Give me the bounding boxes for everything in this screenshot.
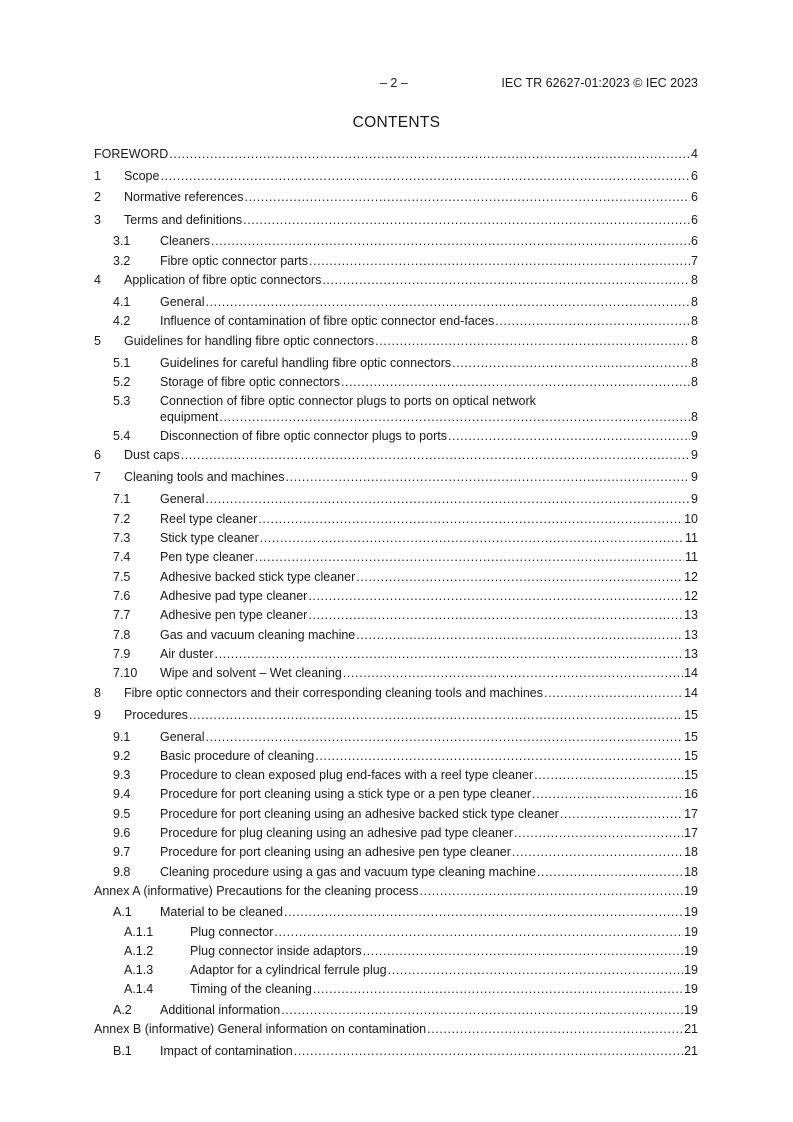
toc-number: 9.7 <box>113 845 131 859</box>
toc-page: 8 <box>691 356 698 370</box>
toc-entry-7-10[interactable] <box>94 665 698 681</box>
toc-entry-9-5[interactable] <box>94 806 698 822</box>
toc-number: 4.2 <box>113 314 131 328</box>
toc-title: Air duster <box>160 647 214 661</box>
toc-entry-7-5[interactable] <box>94 569 698 585</box>
toc-page: 9 <box>691 429 698 443</box>
page-title: CONTENTS <box>352 114 441 131</box>
toc-number: 5.3 <box>113 394 131 408</box>
toc-title: Reel type cleaner <box>160 512 258 526</box>
toc-page: 11 <box>685 531 698 545</box>
toc-page: 19 <box>684 884 698 898</box>
dot-leader <box>308 607 683 623</box>
toc-title: Impact of contamination <box>160 1044 293 1058</box>
toc-number: 9.3 <box>113 768 131 782</box>
toc-number: 7.6 <box>113 589 131 603</box>
toc-title: Fibre optic connectors and their corresponding cleaning tools and machines <box>124 686 543 700</box>
dot-leader <box>534 767 683 783</box>
toc-number: 9.2 <box>113 749 131 763</box>
toc-page: 6 <box>691 234 698 248</box>
toc-page: 21 <box>684 1022 698 1036</box>
dot-leader <box>308 588 683 604</box>
toc-entry-7-4[interactable] <box>94 549 698 565</box>
dot-leader <box>313 981 683 997</box>
toc-page: 13 <box>684 608 698 622</box>
toc-title: General <box>160 295 205 309</box>
toc-entry-7-9[interactable] <box>94 646 698 662</box>
toc-title: General <box>160 730 205 744</box>
dot-leader <box>375 333 690 349</box>
toc-number: 9.6 <box>113 826 131 840</box>
toc-title: Storage of fibre optic connectors <box>160 375 340 389</box>
toc-number: A.1.2 <box>124 944 154 958</box>
toc-title: Guidelines for careful handling fibre optic connectors <box>160 356 452 370</box>
dot-leader <box>544 685 683 701</box>
toc-title: Procedure to clean exposed plug end-faces with a reel type cleaner <box>160 768 534 782</box>
dot-leader <box>211 233 690 249</box>
toc-title: Plug connector inside adaptors <box>190 944 362 958</box>
toc-number: 5 <box>94 334 101 348</box>
toc-title: Procedures <box>124 708 188 722</box>
toc-page: 14 <box>684 666 698 680</box>
dot-leader <box>514 825 683 841</box>
dot-leader <box>160 168 690 184</box>
toc-entry-7-6[interactable] <box>94 588 698 604</box>
toc-number: 7.3 <box>113 531 131 545</box>
dot-leader <box>205 491 690 507</box>
dot-leader <box>560 806 683 822</box>
toc-entry-foreword[interactable] <box>94 146 698 162</box>
toc-title: Gas and vacuum cleaning machine <box>160 628 356 642</box>
dot-leader <box>315 748 683 764</box>
toc-entry-9-8[interactable] <box>94 864 698 880</box>
dot-leader <box>341 374 690 390</box>
toc-entry-9-7[interactable] <box>94 844 698 860</box>
dot-leader <box>219 409 690 425</box>
toc-page: 6 <box>691 190 698 204</box>
toc-entry-5[interactable] <box>94 333 698 349</box>
toc-page: 15 <box>684 749 698 763</box>
toc-number: A.1.1 <box>124 925 154 939</box>
toc-page: 18 <box>684 865 698 879</box>
toc-entry-5-2[interactable] <box>94 374 698 390</box>
toc-number: 1 <box>94 169 101 183</box>
toc-title: Normative references <box>124 190 244 204</box>
dot-leader <box>169 146 690 162</box>
dot-leader <box>452 355 690 371</box>
toc-page: 17 <box>684 807 698 821</box>
dot-leader <box>294 1043 683 1059</box>
toc-page: 21 <box>684 1044 698 1058</box>
toc-entry-a-1-3[interactable] <box>94 962 698 978</box>
toc-number: 7 <box>94 470 101 484</box>
toc-title: Annex A (informative) Precautions for the cleaning process <box>94 884 419 898</box>
toc-entry-4-1[interactable] <box>94 294 698 310</box>
toc-number: A.1.4 <box>124 982 154 996</box>
toc-entry-a-1[interactable] <box>94 904 698 920</box>
dot-leader <box>215 646 684 662</box>
toc-page: 9 <box>691 470 698 484</box>
toc-number: 9.4 <box>113 787 131 801</box>
toc-title: Adhesive pad type cleaner <box>160 589 308 603</box>
toc-number: 8 <box>94 686 101 700</box>
toc-number: B.1 <box>113 1044 132 1058</box>
page-number: – 2 – <box>380 76 408 90</box>
toc-title: Terms and definitions <box>124 213 243 227</box>
toc-number: 7.5 <box>113 570 131 584</box>
toc-title: Procedure for port cleaning using an adhesive pen type cleaner <box>160 845 511 859</box>
toc-page: 8 <box>691 273 698 287</box>
toc-page: 7 <box>691 254 698 268</box>
dot-leader <box>260 530 684 546</box>
toc-number: 7.8 <box>113 628 131 642</box>
dot-leader <box>537 864 683 880</box>
toc-page: 14 <box>684 686 698 700</box>
toc-page: 19 <box>684 925 698 939</box>
toc-number: 7.2 <box>113 512 131 526</box>
toc-title: Adhesive backed stick type cleaner <box>160 570 356 584</box>
toc-title: FOREWORD <box>94 147 169 161</box>
dot-leader <box>205 294 690 310</box>
toc-title: Procedure for port cleaning using a stick type or a pen type cleaner <box>160 787 532 801</box>
toc-page: 17 <box>684 826 698 840</box>
toc-number: 3.1 <box>113 234 131 248</box>
toc-page: 9 <box>691 492 698 506</box>
toc-title: Disconnection of fibre optic connector plugs to ports <box>160 429 447 443</box>
dot-leader <box>255 549 684 565</box>
dot-leader <box>181 447 690 463</box>
toc-number: 7.1 <box>113 492 131 506</box>
toc-entry-4[interactable] <box>94 272 698 288</box>
toc-title: Additional information <box>160 1003 281 1017</box>
table-of-contents <box>94 0 698 1122</box>
dot-leader <box>274 924 683 940</box>
toc-number: 9 <box>94 708 101 722</box>
toc-entry-9-6[interactable] <box>94 825 698 841</box>
toc-title: Cleaners <box>160 234 211 248</box>
toc-number: 3.2 <box>113 254 131 268</box>
toc-title: General <box>160 492 205 506</box>
toc-number: 3 <box>94 213 101 227</box>
toc-page: 8 <box>691 334 698 348</box>
toc-page: 15 <box>684 768 698 782</box>
toc-number: 9.8 <box>113 865 131 879</box>
toc-entry-7-2[interactable] <box>94 511 698 527</box>
toc-title: Dust caps <box>124 448 180 462</box>
toc-page: 15 <box>684 708 698 722</box>
toc-entry-3-2[interactable] <box>94 253 698 269</box>
toc-number: 6 <box>94 448 101 462</box>
toc-number: 4 <box>94 273 101 287</box>
toc-number: 5.2 <box>113 375 131 389</box>
toc-title: Application of fibre optic connectors <box>124 273 322 287</box>
toc-number: 9.5 <box>113 807 131 821</box>
toc-page: 4 <box>691 147 698 161</box>
toc-title: Plug connector <box>190 925 274 939</box>
toc-page: 12 <box>684 570 698 584</box>
toc-page: 6 <box>691 169 698 183</box>
dot-leader <box>281 1002 683 1018</box>
toc-title: Cleaning tools and machines <box>124 470 285 484</box>
toc-page: 8 <box>691 314 698 328</box>
dot-leader <box>427 1021 683 1037</box>
toc-page: 8 <box>691 410 698 424</box>
toc-title-continued: equipment <box>160 410 219 424</box>
toc-page: 19 <box>684 1003 698 1017</box>
dot-leader <box>205 729 683 745</box>
toc-page: 15 <box>684 730 698 744</box>
toc-entry-a-2[interactable] <box>94 1002 698 1018</box>
dot-leader <box>356 569 683 585</box>
toc-entry-9-3[interactable] <box>94 767 698 783</box>
toc-page: 13 <box>684 628 698 642</box>
toc-page: 8 <box>691 295 698 309</box>
toc-page: 9 <box>691 448 698 462</box>
toc-number: A.1 <box>113 905 132 919</box>
toc-entry-1[interactable] <box>94 168 698 184</box>
toc-number: A.2 <box>113 1003 132 1017</box>
dot-leader <box>448 428 690 444</box>
toc-page: 6 <box>691 213 698 227</box>
toc-entry-8[interactable] <box>94 685 698 701</box>
dot-leader <box>309 253 690 269</box>
toc-number: 5.1 <box>113 356 131 370</box>
toc-entry-a-1-1[interactable] <box>94 924 698 940</box>
dot-leader <box>495 313 690 329</box>
toc-number: A.1.3 <box>124 963 154 977</box>
toc-title: Cleaning procedure using a gas and vacuum type cleaning machine <box>160 865 536 879</box>
toc-number: 9.1 <box>113 730 131 744</box>
dot-leader <box>388 962 683 978</box>
toc-entry-5-4[interactable] <box>94 428 698 444</box>
dot-leader <box>245 189 691 205</box>
toc-entry-5-3[interactable] <box>94 393 698 425</box>
toc-title: Procedure for plug cleaning using an adhesive pad type cleaner <box>160 826 514 840</box>
toc-number: 7.9 <box>113 647 131 661</box>
toc-entry-annex-b[interactable] <box>94 1021 698 1037</box>
toc-entry-3[interactable] <box>94 212 698 228</box>
document-id: IEC TR 62627-01:2023 © IEC 2023 <box>501 76 698 90</box>
toc-page: 16 <box>684 787 698 801</box>
toc-title: Stick type cleaner <box>160 531 259 545</box>
toc-entry-9[interactable] <box>94 707 698 723</box>
dot-leader <box>512 844 683 860</box>
toc-entry-2[interactable] <box>94 189 698 205</box>
toc-entry-annex-a[interactable] <box>94 883 698 899</box>
toc-entry-b-1[interactable] <box>94 1043 698 1059</box>
toc-number: 5.4 <box>113 429 131 443</box>
toc-page: 13 <box>684 647 698 661</box>
toc-entry-7-3[interactable] <box>94 530 698 546</box>
toc-entry-7-1[interactable] <box>94 491 698 507</box>
toc-title: Procedure for port cleaning using an adhesive backed stick type cleaner <box>160 807 559 821</box>
dot-leader <box>286 469 691 485</box>
toc-title: Wipe and solvent – Wet cleaning <box>160 666 342 680</box>
toc-page: 10 <box>684 512 698 526</box>
toc-entry-7-8[interactable] <box>94 627 698 643</box>
dot-leader <box>258 511 683 527</box>
toc-entry-a-1-2[interactable] <box>94 943 698 959</box>
toc-number: 7.4 <box>113 550 131 564</box>
toc-title: Guidelines for handling fibre optic connectors <box>124 334 375 348</box>
toc-title: Material to be cleaned <box>160 905 283 919</box>
toc-page: 19 <box>684 905 698 919</box>
toc-title: Annex B (informative) General information on contamination <box>94 1022 427 1036</box>
toc-page: 18 <box>684 845 698 859</box>
dot-leader <box>284 904 683 920</box>
dot-leader <box>189 707 683 723</box>
toc-title: Pen type cleaner <box>160 550 254 564</box>
dot-leader <box>532 786 683 802</box>
dot-leader <box>356 627 683 643</box>
toc-entry-3-1[interactable] <box>94 233 698 249</box>
toc-title: Adhesive pen type cleaner <box>160 608 308 622</box>
toc-entry-9-2[interactable] <box>94 748 698 764</box>
toc-title: Adaptor for a cylindrical ferrule plug <box>190 963 387 977</box>
toc-number: 4.1 <box>113 295 131 309</box>
toc-entry-7[interactable] <box>94 469 698 485</box>
dot-leader <box>343 665 683 681</box>
dot-leader <box>419 883 683 899</box>
toc-page: 8 <box>691 375 698 389</box>
toc-entry-7-7[interactable] <box>94 607 698 623</box>
toc-entry-6[interactable] <box>94 447 698 463</box>
toc-number: 7.7 <box>113 608 131 622</box>
toc-number: 7.10 <box>113 666 138 680</box>
toc-page: 19 <box>684 963 698 977</box>
toc-page: 19 <box>684 944 698 958</box>
toc-title: Scope <box>124 169 160 183</box>
toc-entry-9-1[interactable] <box>94 729 698 745</box>
dot-leader <box>243 212 690 228</box>
dot-leader <box>322 272 690 288</box>
toc-page: 19 <box>684 982 698 996</box>
dot-leader <box>363 943 683 959</box>
toc-title: Connection of fibre optic connector plugs to ports on optical network <box>160 394 536 408</box>
toc-page: 12 <box>684 589 698 603</box>
toc-entry-4-2[interactable] <box>94 313 698 329</box>
toc-entry-a-1-4[interactable] <box>94 981 698 997</box>
toc-entry-5-1[interactable] <box>94 355 698 371</box>
toc-title: Fibre optic connector parts <box>160 254 308 268</box>
toc-title: Timing of the cleaning <box>190 982 312 996</box>
toc-page: 11 <box>685 550 698 564</box>
toc-entry-9-4[interactable] <box>94 786 698 802</box>
toc-title: Basic procedure of cleaning <box>160 749 315 763</box>
toc-number: 2 <box>94 190 101 204</box>
toc-title: Influence of contamination of fibre optic connector end-faces <box>160 314 495 328</box>
